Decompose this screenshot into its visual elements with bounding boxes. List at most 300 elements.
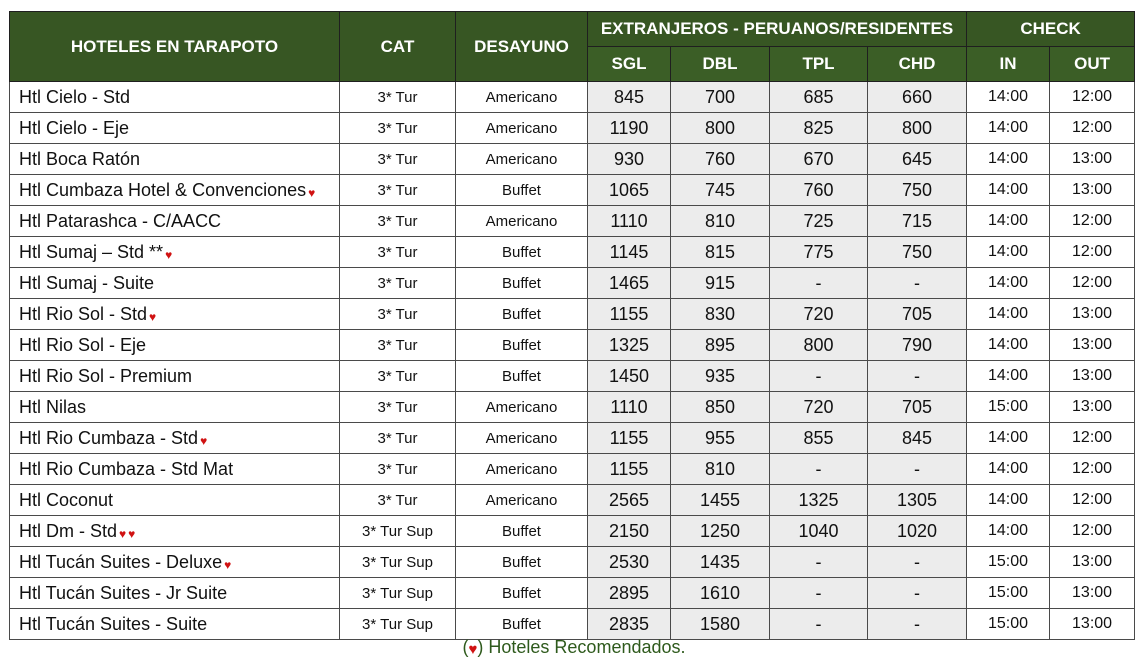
check-in-cell xyxy=(967,299,1050,330)
rate-tpl-cell xyxy=(770,392,868,423)
category: 3* Tur Sup xyxy=(362,553,433,571)
rate-chd: 705 xyxy=(901,303,933,324)
hotel-name-cell xyxy=(10,454,340,485)
category: 3* Tur xyxy=(377,212,418,230)
rate-chd: 750 xyxy=(901,179,933,200)
category-cell xyxy=(340,423,456,454)
rate-dbl-cell xyxy=(671,485,770,516)
rate-tpl-cell xyxy=(770,361,868,392)
header-in: IN xyxy=(967,47,1050,82)
rate-tpl: - xyxy=(815,272,822,293)
check-in: 14:00 xyxy=(988,243,1029,260)
rate-tpl: 1040 xyxy=(798,520,839,541)
hotel-name: Htl Cumbaza Hotel & Convenciones xyxy=(19,179,307,200)
rate-chd: 705 xyxy=(901,396,933,417)
rate-chd: 1020 xyxy=(896,520,938,541)
check-in: 14:00 xyxy=(988,119,1029,136)
rate-chd: - xyxy=(914,582,921,603)
hotel-name-cell xyxy=(10,144,340,175)
check-out: 13:00 xyxy=(1072,584,1113,601)
category-cell xyxy=(340,330,456,361)
check-out-cell xyxy=(1050,144,1135,175)
check-in-cell xyxy=(967,268,1050,299)
rate-tpl: - xyxy=(815,613,822,634)
rate-dbl-cell xyxy=(671,268,770,299)
breakfast-cell xyxy=(456,175,588,206)
check-out-cell xyxy=(1050,454,1135,485)
check-in: 14:00 xyxy=(988,88,1029,105)
category-cell xyxy=(340,268,456,299)
table-row xyxy=(10,82,1135,113)
check-in: 14:00 xyxy=(988,212,1029,229)
rate-dbl: 810 xyxy=(704,458,736,479)
breakfast: Buffet xyxy=(502,367,541,385)
check-in: 14:00 xyxy=(988,429,1029,446)
rate-dbl-cell xyxy=(671,330,770,361)
hotel-name-cell xyxy=(10,237,340,268)
check-in: 14:00 xyxy=(988,460,1029,477)
hotel-name-cell xyxy=(10,113,340,144)
rate-dbl-cell xyxy=(671,392,770,423)
category: 3* Tur xyxy=(377,119,418,137)
rate-tpl: 775 xyxy=(803,241,834,262)
hotel-name: Htl Nilas xyxy=(19,396,87,417)
rate-tpl: - xyxy=(815,582,822,603)
hotel-name-cell xyxy=(10,609,340,640)
breakfast-cell xyxy=(456,547,588,578)
hotel-name: Htl Rio Cumbaza - Std xyxy=(19,427,199,448)
rate-sgl-cell xyxy=(588,113,671,144)
check-in: 14:00 xyxy=(988,491,1029,508)
check-out: 13:00 xyxy=(1072,367,1113,384)
rate-tpl-cell xyxy=(770,330,868,361)
rate-tpl-cell xyxy=(770,82,868,113)
category-cell xyxy=(340,361,456,392)
category: 3* Tur xyxy=(377,460,418,478)
check-in: 14:00 xyxy=(988,181,1029,198)
rate-tpl: - xyxy=(815,365,822,386)
category-cell xyxy=(340,82,456,113)
check-out: 12:00 xyxy=(1072,491,1113,508)
rate-dbl: 830 xyxy=(704,303,736,324)
breakfast: Americano xyxy=(485,491,558,509)
check-out-cell xyxy=(1050,547,1135,578)
rate-chd-cell xyxy=(868,82,967,113)
rate-tpl-cell xyxy=(770,175,868,206)
hotel-name-cell xyxy=(10,175,340,206)
check-out: 13:00 xyxy=(1072,336,1113,353)
rate-sgl-cell xyxy=(588,485,671,516)
rate-sgl: 1465 xyxy=(608,272,650,293)
rate-tpl: 760 xyxy=(803,179,834,200)
breakfast: Americano xyxy=(485,212,558,230)
rate-tpl-cell xyxy=(770,516,868,547)
rate-sgl-cell xyxy=(588,423,671,454)
category-cell xyxy=(340,299,456,330)
table-row xyxy=(10,206,1135,237)
check-in: 14:00 xyxy=(988,336,1029,353)
table-row xyxy=(10,144,1135,175)
rate-sgl-cell xyxy=(588,578,671,609)
check-in-cell xyxy=(967,609,1050,640)
rate-sgl: 1155 xyxy=(609,303,649,324)
category: 3* Tur xyxy=(377,181,418,199)
rate-chd-cell xyxy=(868,578,967,609)
header-check-group: CHECK xyxy=(967,12,1135,47)
rate-dbl: 1580 xyxy=(699,613,741,634)
heart-icon: ♥ xyxy=(149,309,157,324)
rate-dbl: 800 xyxy=(704,117,736,138)
check-in: 14:00 xyxy=(988,150,1029,167)
rate-chd-cell xyxy=(868,516,967,547)
hotel-name: Htl Coconut xyxy=(19,489,114,510)
hotel-name-cell xyxy=(10,547,340,578)
breakfast-cell xyxy=(456,268,588,299)
rate-tpl: 670 xyxy=(803,148,834,169)
hotel-name-cell xyxy=(10,361,340,392)
rate-sgl-cell xyxy=(588,144,671,175)
table-body xyxy=(10,82,1135,640)
check-in-cell xyxy=(967,547,1050,578)
footnote-open-paren: ( xyxy=(462,637,469,657)
check-out-cell xyxy=(1050,175,1135,206)
check-in-cell xyxy=(967,578,1050,609)
rate-dbl: 1610 xyxy=(699,582,741,603)
rate-chd: 645 xyxy=(901,148,933,169)
check-in-cell xyxy=(967,516,1050,547)
category: 3* Tur xyxy=(377,305,418,323)
breakfast: Buffet xyxy=(502,305,541,323)
rate-tpl-cell xyxy=(770,578,868,609)
table-row xyxy=(10,547,1135,578)
heart-icon: ♥ xyxy=(224,557,232,572)
table-row xyxy=(10,113,1135,144)
rate-chd: 1305 xyxy=(896,489,938,510)
rate-dbl: 1250 xyxy=(699,520,741,541)
check-in-cell xyxy=(967,330,1050,361)
heart-icon: ♥ xyxy=(119,526,127,541)
rate-chd-cell xyxy=(868,361,967,392)
rate-sgl: 2835 xyxy=(608,613,650,634)
rate-tpl-cell xyxy=(770,609,868,640)
category-cell xyxy=(340,578,456,609)
rate-tpl-cell xyxy=(770,423,868,454)
breakfast: Americano xyxy=(485,119,558,137)
rate-chd: - xyxy=(914,551,921,572)
check-out-cell xyxy=(1050,485,1135,516)
rate-dbl: 1455 xyxy=(699,489,741,510)
breakfast-cell xyxy=(456,237,588,268)
table-row xyxy=(10,175,1135,206)
rate-dbl: 810 xyxy=(704,210,736,231)
category-cell xyxy=(340,175,456,206)
check-in: 15:00 xyxy=(988,398,1029,415)
rate-chd-cell xyxy=(868,547,967,578)
check-out: 13:00 xyxy=(1072,398,1113,415)
rate-tpl: 720 xyxy=(803,396,834,417)
rate-chd-cell xyxy=(868,392,967,423)
hotel-name-cell xyxy=(10,578,340,609)
table-row xyxy=(10,578,1135,609)
rate-tpl-cell xyxy=(770,547,868,578)
header-tpl: TPL xyxy=(770,47,868,82)
breakfast: Americano xyxy=(485,398,558,416)
table-row xyxy=(10,330,1135,361)
rate-sgl: 2895 xyxy=(608,582,650,603)
check-out-cell xyxy=(1050,113,1135,144)
rate-chd: - xyxy=(914,272,921,293)
hotel-name-cell xyxy=(10,423,340,454)
rate-sgl-cell xyxy=(588,516,671,547)
breakfast-cell xyxy=(456,330,588,361)
breakfast-cell xyxy=(456,113,588,144)
rate-dbl-cell xyxy=(671,113,770,144)
rate-sgl: 1110 xyxy=(610,210,648,231)
rate-sgl: 2530 xyxy=(608,551,650,572)
hotel-name-cell xyxy=(10,299,340,330)
breakfast-cell xyxy=(456,578,588,609)
hotel-name: Htl Dm - Std xyxy=(19,520,118,541)
rate-dbl: 915 xyxy=(704,272,736,293)
rate-dbl-cell xyxy=(671,144,770,175)
heart-icon: ♥ xyxy=(308,185,316,200)
category-cell xyxy=(340,113,456,144)
rate-tpl: 800 xyxy=(803,334,834,355)
rate-dbl-cell xyxy=(671,609,770,640)
hotel-name-cell xyxy=(10,82,340,113)
check-in-cell xyxy=(967,454,1050,485)
hotel-name-cell xyxy=(10,268,340,299)
rate-sgl-cell xyxy=(588,206,671,237)
header-cat: CAT xyxy=(340,12,456,82)
rate-sgl: 1110 xyxy=(610,396,648,417)
table-row xyxy=(10,299,1135,330)
rate-sgl: 2150 xyxy=(608,520,650,541)
rate-dbl-cell xyxy=(671,547,770,578)
breakfast: Buffet xyxy=(502,522,541,540)
check-in-cell xyxy=(967,144,1050,175)
category-cell xyxy=(340,237,456,268)
rate-dbl-cell xyxy=(671,175,770,206)
check-in: 15:00 xyxy=(988,615,1029,632)
rate-tpl: 855 xyxy=(803,427,834,448)
breakfast: Buffet xyxy=(502,615,541,633)
rate-chd: 715 xyxy=(901,210,933,231)
check-out-cell xyxy=(1050,516,1135,547)
rate-sgl: 1190 xyxy=(609,117,649,138)
hotel-name: Htl Patarashca - C/AACC xyxy=(19,210,222,231)
hotel-name: Htl Rio Cumbaza - Std Mat xyxy=(19,458,234,479)
check-out-cell xyxy=(1050,237,1135,268)
check-out: 12:00 xyxy=(1072,274,1113,291)
rate-sgl: 2565 xyxy=(608,489,650,510)
check-in-cell xyxy=(967,175,1050,206)
check-out: 12:00 xyxy=(1072,243,1113,260)
hotel-name: Htl Tucán Suites - Jr Suite xyxy=(19,582,228,603)
table-row xyxy=(10,237,1135,268)
check-out-cell xyxy=(1050,330,1135,361)
category-cell xyxy=(340,516,456,547)
hotel-name: Htl Cielo - Eje xyxy=(19,117,130,138)
check-out-cell xyxy=(1050,392,1135,423)
rate-sgl-cell xyxy=(588,392,671,423)
rate-sgl-cell xyxy=(588,237,671,268)
breakfast-cell xyxy=(456,206,588,237)
header-out: OUT xyxy=(1050,47,1135,82)
breakfast-cell xyxy=(456,516,588,547)
rate-sgl: 1325 xyxy=(608,334,650,355)
rate-sgl: 930 xyxy=(613,148,645,169)
rate-tpl-cell xyxy=(770,454,868,485)
rate-chd: 845 xyxy=(901,427,933,448)
category: 3* Tur xyxy=(377,367,418,385)
rate-dbl-cell xyxy=(671,361,770,392)
hotel-name-cell xyxy=(10,330,340,361)
breakfast-cell xyxy=(456,361,588,392)
breakfast: Buffet xyxy=(502,274,541,292)
heart-icon: ♥ xyxy=(128,526,136,541)
check-in: 14:00 xyxy=(988,274,1029,291)
rate-dbl-cell xyxy=(671,578,770,609)
header-chd: CHD xyxy=(868,47,967,82)
rate-chd: - xyxy=(914,365,921,386)
category: 3* Tur xyxy=(377,336,418,354)
category: 3* Tur Sup xyxy=(362,584,433,602)
hotel-name: Htl Boca Ratón xyxy=(19,148,141,169)
breakfast-cell xyxy=(456,299,588,330)
rate-sgl-cell xyxy=(588,268,671,299)
rate-dbl: 850 xyxy=(704,396,736,417)
hotel-name-cell xyxy=(10,485,340,516)
rate-sgl-cell xyxy=(588,361,671,392)
rate-chd: 750 xyxy=(901,241,933,262)
rate-chd-cell xyxy=(868,609,967,640)
rate-tpl-cell xyxy=(770,113,868,144)
rate-chd-cell xyxy=(868,268,967,299)
rate-sgl: 1065 xyxy=(608,179,650,200)
breakfast-cell xyxy=(456,423,588,454)
rate-sgl: 1145 xyxy=(609,241,649,262)
rate-dbl: 745 xyxy=(704,179,736,200)
check-out-cell xyxy=(1050,578,1135,609)
check-out: 13:00 xyxy=(1072,150,1113,167)
check-in: 15:00 xyxy=(988,553,1029,570)
footnote xyxy=(0,637,1148,658)
header-hotel: HOTELES EN TARAPOTO xyxy=(10,12,340,82)
rate-dbl: 760 xyxy=(704,148,736,169)
rate-sgl: 1450 xyxy=(608,365,650,386)
rate-tpl: 825 xyxy=(803,117,834,138)
table-row xyxy=(10,361,1135,392)
rate-sgl-cell xyxy=(588,454,671,485)
rate-chd-cell xyxy=(868,330,967,361)
rate-dbl-cell xyxy=(671,299,770,330)
check-in-cell xyxy=(967,485,1050,516)
hotel-rates-table xyxy=(9,11,1135,640)
check-out: 12:00 xyxy=(1072,429,1113,446)
check-out: 13:00 xyxy=(1072,181,1113,198)
category: 3* Tur xyxy=(377,274,418,292)
category-cell xyxy=(340,547,456,578)
rate-tpl: 725 xyxy=(803,210,834,231)
table-row xyxy=(10,454,1135,485)
check-in: 14:00 xyxy=(988,367,1029,384)
category: 3* Tur Sup xyxy=(362,615,433,633)
rate-dbl-cell xyxy=(671,82,770,113)
category: 3* Tur xyxy=(377,398,418,416)
check-out: 12:00 xyxy=(1072,460,1113,477)
rate-tpl-cell xyxy=(770,237,868,268)
check-out: 12:00 xyxy=(1072,88,1113,105)
breakfast: Americano xyxy=(485,150,558,168)
rate-tpl-cell xyxy=(770,206,868,237)
check-out-cell xyxy=(1050,268,1135,299)
rate-dbl: 895 xyxy=(704,334,736,355)
hotel-name: Htl Sumaj - Suite xyxy=(19,272,155,293)
breakfast: Buffet xyxy=(502,243,541,261)
check-in: 14:00 xyxy=(988,522,1029,539)
category-cell xyxy=(340,454,456,485)
rate-sgl-cell xyxy=(588,299,671,330)
rate-dbl-cell xyxy=(671,237,770,268)
rate-tpl-cell xyxy=(770,485,868,516)
check-in-cell xyxy=(967,113,1050,144)
table-row xyxy=(10,423,1135,454)
header-sgl: SGL xyxy=(588,47,671,82)
rate-dbl: 1435 xyxy=(699,551,741,572)
check-in-cell xyxy=(967,361,1050,392)
rate-tpl: - xyxy=(815,551,822,572)
hotel-name: Htl Cielo - Std xyxy=(19,86,131,107)
check-in-cell xyxy=(967,206,1050,237)
category: 3* Tur xyxy=(377,429,418,447)
check-in-cell xyxy=(967,237,1050,268)
table-row xyxy=(10,609,1135,640)
category-cell xyxy=(340,609,456,640)
rate-tpl: 1325 xyxy=(798,489,839,510)
check-in: 15:00 xyxy=(988,584,1029,601)
table-row xyxy=(10,485,1135,516)
rate-dbl: 935 xyxy=(704,365,736,386)
breakfast-cell xyxy=(456,144,588,175)
rate-sgl-cell xyxy=(588,82,671,113)
breakfast: Buffet xyxy=(502,181,541,199)
category: 3* Tur xyxy=(377,243,418,261)
rate-sgl: 1155 xyxy=(609,427,649,448)
rate-chd: 660 xyxy=(901,86,933,107)
check-out-cell xyxy=(1050,82,1135,113)
rate-chd-cell xyxy=(868,206,967,237)
breakfast-cell xyxy=(456,609,588,640)
hotel-name: Htl Sumaj – Std ** xyxy=(19,241,164,262)
rate-tpl-cell xyxy=(770,299,868,330)
header-dbl: DBL xyxy=(671,47,770,82)
rate-chd-cell xyxy=(868,175,967,206)
rate-tpl: 720 xyxy=(803,303,834,324)
hotel-name: Htl Tucán Suites - Suite xyxy=(19,613,208,634)
hotel-name-cell xyxy=(10,392,340,423)
rate-sgl: 845 xyxy=(613,86,645,107)
check-in-cell xyxy=(967,82,1050,113)
rate-dbl-cell xyxy=(671,454,770,485)
hotel-name-cell xyxy=(10,516,340,547)
breakfast-cell xyxy=(456,454,588,485)
check-out: 13:00 xyxy=(1072,615,1113,632)
footnote-close-paren: ) xyxy=(477,637,484,657)
header-breakfast: DESAYUNO xyxy=(456,12,588,82)
breakfast: Buffet xyxy=(502,553,541,571)
category-cell xyxy=(340,392,456,423)
